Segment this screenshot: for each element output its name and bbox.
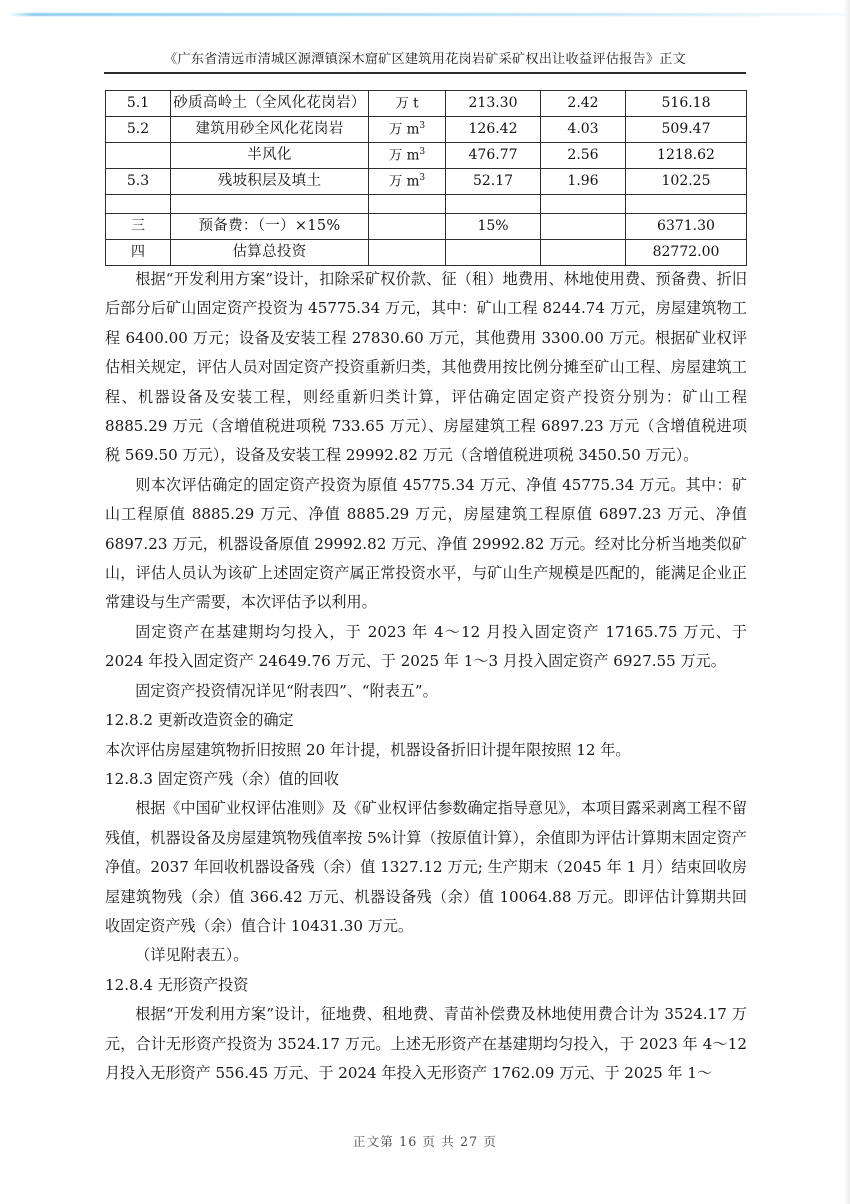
cell-amount: 102.25 xyxy=(626,169,747,195)
paragraph-residual-value-recovery: 根据《中国矿业权评估准则》及《矿业权评估参数确定指导意见》，本项目露采剥离工程不留残值，机器设备及房屋建筑物残值率按 5%计算（按原值计算），余值即为评估计算期末固定资产净值。2037 年回收机器设备残（余）值 1327.12 万元; 生产期末（2045 年 1 月）结束回收房屋建筑物残（余）值 366.42 万元、机器设备残（余）值 10064.88 万元。即评估计算期共回收固定资产残（余）值合计 10431.30 万元。 xyxy=(105,799,747,935)
unit-text: 万 m xyxy=(388,147,420,164)
heading-12-8-2: 12.8.2 更新改造资金的确定 xyxy=(105,711,294,730)
cell-unit xyxy=(369,195,446,214)
unit-text: 万 t xyxy=(395,95,419,112)
cell-index: 5.3 xyxy=(106,169,171,195)
heading-12-8-3: 12.8.3 固定资产残（余）值的回收 xyxy=(105,769,339,788)
cell-index xyxy=(106,143,171,169)
unit-text: 万 m xyxy=(388,173,420,190)
investment-estimate-table xyxy=(105,90,747,266)
cell-amount: 6371.30 xyxy=(626,214,747,240)
page-number: 正文第 16 页 共 27 页 xyxy=(352,1134,498,1149)
cell-index: 三 xyxy=(106,214,171,240)
cell-name: 建筑用砂全风化花岗岩 xyxy=(171,117,369,143)
table-row xyxy=(106,91,747,117)
cell-quantity: 126.42 xyxy=(446,117,541,143)
cell-index xyxy=(106,195,171,214)
cell-unit xyxy=(369,240,446,266)
table-row xyxy=(106,214,747,240)
cell-quantity: 52.17 xyxy=(446,169,541,195)
cell-amount xyxy=(626,195,747,214)
cell-name: 估算总投资 xyxy=(171,240,369,266)
cell-unit xyxy=(369,214,446,240)
cell-quantity: 213.30 xyxy=(446,91,541,117)
unit-exponent: 3 xyxy=(419,173,426,184)
paragraph-fixed-asset-investment: 根据“开发利用方案”设计，扣除采矿权价款、征（租）地费用、林地使用费、预备费、折旧后部分后矿山固定资产投资为 45775.34 万元，其中：矿山工程 8244.74 万元，房屋建筑物工程 6400.00 万元；设备及安装工程 27830.60 万元，其他费用 3300.00 万元。根据矿业权评估相关规定，评估人员对固定资产投资重新归类，其他费用按比例分摊至矿山工程、房屋建筑工程、机器设备及安装工程，则经重新归类计算，评估确定固定资产投资分别为：矿山工程 8885.29 万元（含增值税进项税 733.65 万元）、房屋建筑工程 6897.23 万元（含增值税进项税 569.50 万元），设备及安装工程 29992.82 万元（含增值税进项税 3450.50 万元）。 xyxy=(105,270,747,465)
cell-quantity: 15% xyxy=(446,214,541,240)
cell-price: 4.03 xyxy=(541,117,626,143)
cell-index: 5.1 xyxy=(106,91,171,117)
table-row-spacer xyxy=(106,195,747,214)
unit-text: 万 m xyxy=(388,121,420,138)
paragraph-intangible-asset-investment: 根据“开发利用方案”设计，征地费、租地费、青苗补偿费及林地使用费合计为 3524.17 万元，合计无形资产投资为 3524.17 万元。上述无形资产在基建期均匀投入，于 2023 年 4～12 月投入无形资产 556.45 万元、于 2024 年投入无形资产 1762.09 万元、于 2025 年 1～ xyxy=(105,1005,747,1082)
cell-unit xyxy=(369,91,446,117)
cell-price: 1.96 xyxy=(541,169,626,195)
cell-name: 半风化 xyxy=(171,143,369,169)
cell-index: 四 xyxy=(106,240,171,266)
document-body xyxy=(105,265,747,1088)
paragraph-see-appendix-five: （详见附表五）。 xyxy=(135,946,249,965)
cell-price xyxy=(541,240,626,266)
cell-price: 2.42 xyxy=(541,91,626,117)
table-row xyxy=(106,169,747,195)
header-divider xyxy=(104,72,746,74)
paragraph-determined-investment: 则本次评估确定的固定资产投资为原值 45775.34 万元、净值 45775.34 万元。其中：矿山工程原值 8885.29 万元、净值 8885.29 万元，房屋建筑工程原值 6897.23 万元、净值 6897.23 万元，机器设备原值 29992.82 万元、净值 29992.82 万元。经对比分析当地类似矿山，评估人员认为该矿上述固定资产属正常投资水平，与矿山生产规模是匹配的，能满足企业正常建设与生产需要，本次评估予以利用。 xyxy=(105,475,747,612)
cell-amount: 82772.00 xyxy=(626,240,747,266)
paragraph-investment-schedule: 固定资产在基建期均匀投入，于 2023 年 4～12 月投入固定资产 17165.75 万元、于 2024 年投入固定资产 24649.76 万元、于 2025 年 1～3 月投入固定资产 6927.55 万元。 xyxy=(105,622,747,671)
cell-price: 2.56 xyxy=(541,143,626,169)
scan-artifact-line xyxy=(8,13,846,16)
table-row xyxy=(106,117,747,143)
cell-quantity xyxy=(446,240,541,266)
unit-exponent: 3 xyxy=(419,121,426,132)
unit-exponent: 3 xyxy=(419,147,426,158)
cell-unit xyxy=(369,117,446,143)
cell-unit xyxy=(369,169,446,195)
scan-edge-shadow xyxy=(844,0,850,1204)
cell-amount: 516.18 xyxy=(626,91,747,117)
table-body xyxy=(106,91,747,266)
table-row xyxy=(106,240,747,266)
page-header xyxy=(104,48,746,74)
cell-name xyxy=(171,195,369,214)
cell-price xyxy=(541,214,626,240)
paragraph-depreciation-terms: 本次评估房屋建筑物折旧按照 20 年计提，机器设备折旧计提年限按照 12 年。 xyxy=(105,740,631,759)
page-footer xyxy=(0,1131,850,1150)
cell-amount: 1218.62 xyxy=(626,143,747,169)
cell-name: 砂质高岭土（全风化花岗岩） xyxy=(171,91,369,117)
cell-quantity xyxy=(446,195,541,214)
cell-unit xyxy=(369,143,446,169)
cell-name: 预备费：（一）×15% xyxy=(171,214,369,240)
header-title: 《广东省清远市清城区源潭镇深木窟矿区建筑用花岗岩矿采矿权出让收益评估报告》正文 xyxy=(163,52,687,67)
table-row xyxy=(106,143,747,169)
cell-price xyxy=(541,195,626,214)
paragraph-see-appendix-four-five: 固定资产投资情况详见“附表四”、“附表五”。 xyxy=(135,681,438,700)
cell-quantity: 476.77 xyxy=(446,143,541,169)
cell-index: 5.2 xyxy=(106,117,171,143)
cell-name: 残坡积层及填土 xyxy=(171,169,369,195)
cell-amount: 509.47 xyxy=(626,117,747,143)
heading-12-8-4: 12.8.4 无形资产投资 xyxy=(105,975,249,994)
